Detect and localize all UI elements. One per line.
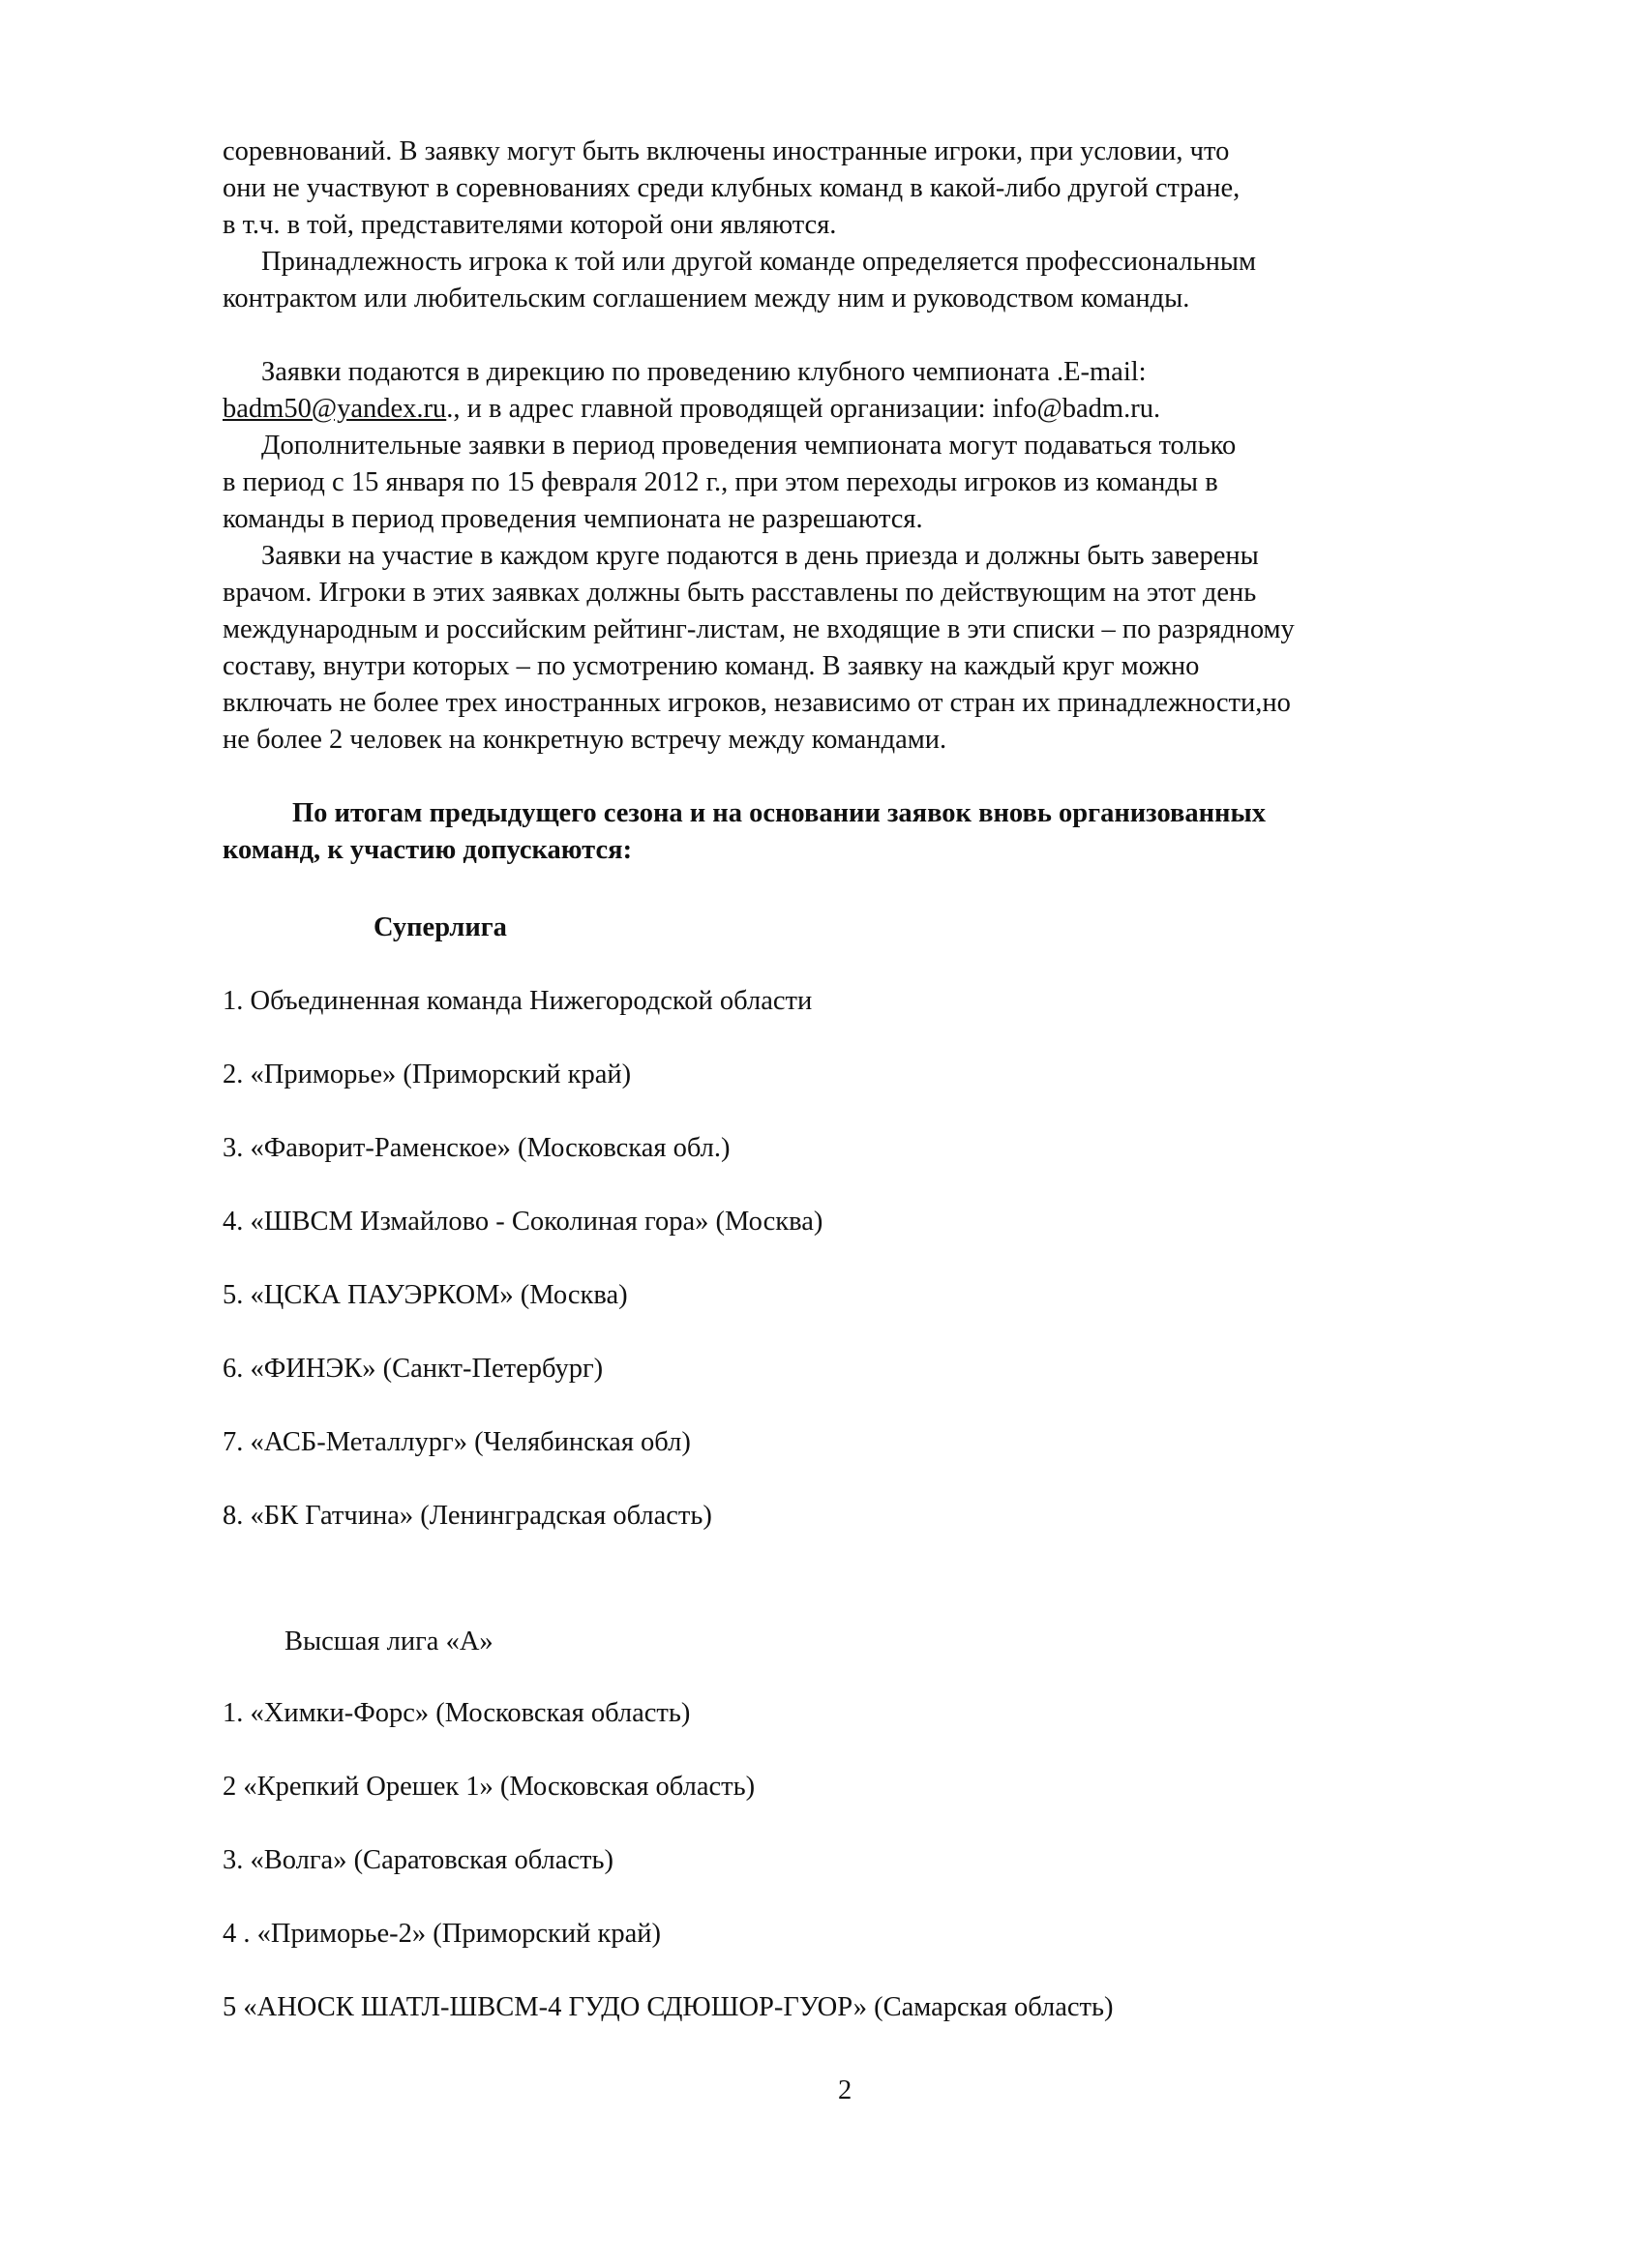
applications-line: Заявки подаются в дирекцию по проведению клубного чемпионата .E-mail: <box>261 357 1147 387</box>
page-number: 2 <box>838 2075 852 2105</box>
intro-line: контрактом или любительским соглашением между ним и руководством команды. <box>223 284 1190 313</box>
higher-league-a-team: 3. «Волга» (Саратовская область) <box>223 1845 613 1875</box>
superleague-team: 1. Объединенная команда Нижегородской области <box>223 986 813 1016</box>
higher-league-a-team: 1. «Химки-Форс» (Московская область) <box>223 1698 691 1728</box>
higher-league-a-team: 5 «АНОСК ШАТЛ-ШВСМ-4 ГУДО СДЮШОР-ГУОР» (Самарская область) <box>223 1992 1114 2022</box>
admission-heading: По итогам предыдущего сезона и на основании заявок вновь организованных <box>292 798 1266 828</box>
applications-line: врачом. Игроки в этих заявках должны быть расставлены по действующим на этот день <box>223 578 1257 608</box>
superleague-team: 7. «АСБ-Металлург» (Челябинская обл) <box>223 1427 691 1457</box>
intro-line: они не участвуют в соревнованиях среди клубных команд в какой-либо другой стране, <box>223 173 1241 203</box>
applications-line: международным и российским рейтинг-листам, не входящие в эти списки – по разрядному <box>223 614 1295 644</box>
superleague-title: Суперлига <box>374 912 507 942</box>
higher-league-a-title: Высшая лига «А» <box>284 1626 494 1656</box>
higher-league-a-team: 4 . «Приморье-2» (Приморский край) <box>223 1919 661 1949</box>
applications-line: включать не более трех иностранных игроков, независимо от стран их принадлежности,но <box>223 688 1291 718</box>
superleague-team: 3. «Фаворит-Раменское» (Московская обл.) <box>223 1133 731 1163</box>
applications-line: Дополнительные заявки в период проведения чемпионата могут подаваться только <box>261 431 1237 461</box>
superleague-team: 5. «ЦСКА ПАУЭРКОМ» (Москва) <box>223 1280 628 1310</box>
intro-line: Принадлежность игрока к той или другой команде определяется профессиональным <box>261 247 1257 277</box>
superleague-team: 8. «БК Гатчина» (Ленинградская область) <box>223 1501 712 1531</box>
superleague-team: 6. «ФИНЭК» (Санкт-Петербург) <box>223 1354 604 1384</box>
applications-line: не более 2 человек на конкретную встречу между командами. <box>223 725 947 755</box>
intro-line: в т.ч. в той, представителями которой они являются. <box>223 210 837 240</box>
higher-league-a-team: 2 «Крепкий Орешек 1» (Московская область) <box>223 1772 756 1802</box>
applications-line: в период с 15 января по 15 февраля 2012 г., при этом переходы игроков из команды в <box>223 467 1218 497</box>
email-link[interactable]: badm50@yandex.ru <box>223 394 447 424</box>
intro-line: соревнований. В заявку могут быть включены иностранные игроки, при условии, что <box>223 136 1230 166</box>
superleague-team: 4. «ШВСМ Измайлово - Соколиная гора» (Москва) <box>223 1207 823 1237</box>
applications-line: Заявки на участие в каждом круге подаются в день приезда и должны быть заверены <box>261 541 1259 571</box>
admission-heading: команд, к участию допускаются: <box>223 835 633 865</box>
applications-line-rest: ., и в адрес главной проводящей организации: info@badm.ru. <box>446 394 1161 424</box>
superleague-team: 2. «Приморье» (Приморский край) <box>223 1059 632 1089</box>
applications-line: составу, внутри которых – по усмотрению команд. В заявку на каждый круг можно <box>223 651 1200 681</box>
applications-email-line <box>223 391 1160 428</box>
applications-line: команды в период проведения чемпионата не разрешаются. <box>223 504 923 534</box>
